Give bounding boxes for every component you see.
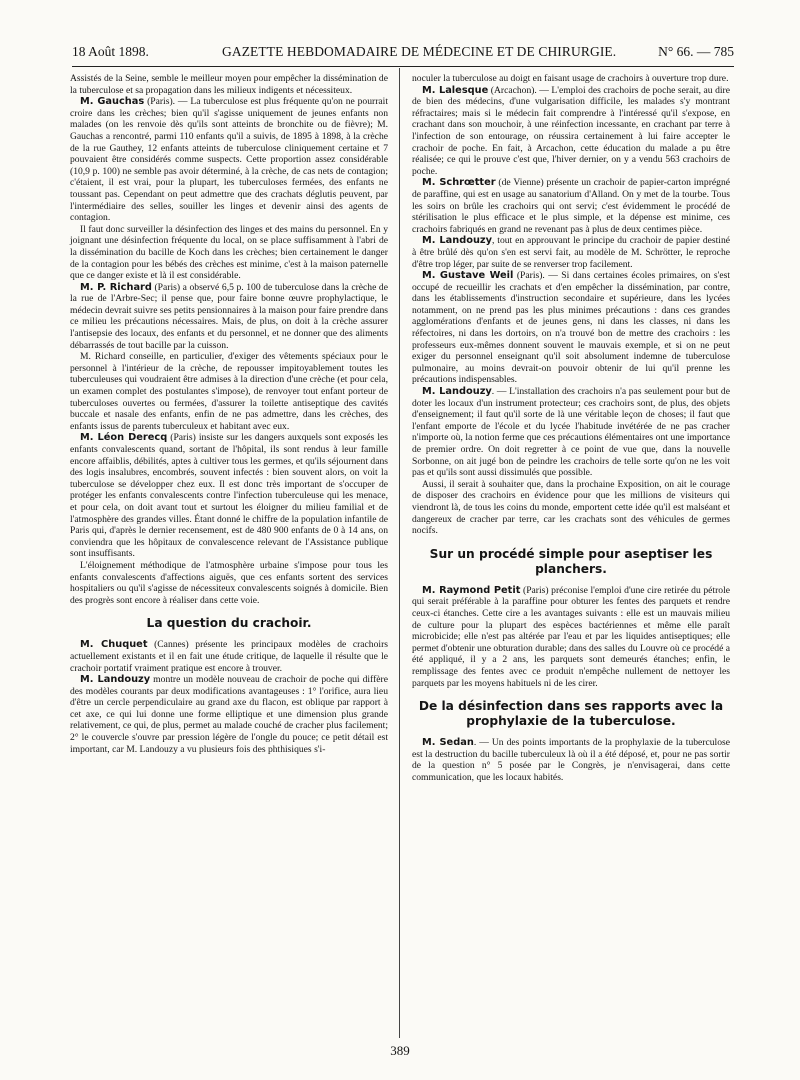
paragraph xyxy=(412,585,730,689)
paragraph-text: (Paris) préconise l'emploi d'une cire retirée du pétrole qui serait préférable à la paraffine pour obturer les fentes des parquets et rendre ceux-ci étanches. Cette cire a les avantages suivants : elle est un mauvais milieu de culture pour la plupart des espèces bactériennes et même elle paraît microbicide; elle n'est pas altérée par l'eau et par les liquides antiseptiques; elle permet d'obtenir une obturation durable; dans des salles du Louvre où ce procédé a été appliqué, il y a 2 ans, les parquets sont demeurés étanches; enfin, le remplissage des fentes avec ce produit n'empêche nullement de nettoyer les parquets par les moyens habituels ni de les cirer. xyxy=(412,584,730,689)
paragraph: Assistés de la Seine, semble le meilleur moyen pour empêcher la dissémination de la tuberculose et sa propagation dans les milieux indigents et nécessiteux. xyxy=(70,73,388,96)
paragraph xyxy=(70,96,388,224)
paragraph: noculer la tuberculose au doigt en faisant usage de crachoirs à ouverture trop dure. xyxy=(412,73,729,84)
column-divider xyxy=(399,68,400,1038)
paragraph-text: (Paris). — Si dans certaines écoles primaires, on s'est occupé de recueillir les crachats et d'en empêcher la dissémination, par contre, dans les établissements d'instruction secondaire et supérieure, dans les lycées notamment, on ne prend pas les plus minimes précautions : dans ces grandes agglomérations d'enfants et de jeunes gens, ni dans les classes, ni dans les réfectoires, ni dans les dortoirs, on n'a trouvé bon de mettre des crachoirs : les professeurs eux-mêmes donnent souvent le mauvais exemple, et si on ne peut exiger du personnel enseignant qu'il soit absolument indemne de tuberculose pulmonaire, au moins devrait-on pouvoir obtenir de lui qu'il prenne les précautions indispensables. xyxy=(412,270,730,386)
paragraph-text: . — L'installation des crachoirs n'a pas seulement pour but de doter les locaux d'un instrument protecteur; ces crachoirs sont, de plus, des objets d'enseignement; il faut qu'il sorte de là une véritable leçon de choses; il faut que l'enfant emporte de l'école et du lycée l'habitude invétérée de ne pas cracher n'importe où, la notion ferme que ces précautions élémentaires ont une importance de premier ordre. On doit regretter à ce point de vue que, dans la nouvelle Sorbonne, on ait jugé bon de peindre les crachoirs de telle sorte qu'on ne les voit pas et qu'ils sont aussi dissimulés que possible. xyxy=(412,386,730,479)
speaker-name: M. Léon Derecq xyxy=(80,432,168,444)
speaker-name: M. Lalesque xyxy=(422,84,489,96)
paragraph: L'éloignement méthodique de l'atmosphère urbaine s'impose pour tous les enfants convalescents d'affections aiguës, que ces enfants sortent des services hospitaliers ou qu'il s'agisse de nécessiteux convalescents soignés à domicile. Bien des progrès sont encore à réaliser dans cette voie. xyxy=(70,559,388,606)
paragraph-text: montre un modèle nouveau de crachoir de poche qui diffère des modèles courants par deux modifications avantageuses : 1° l'orifice, aura lieu d'être un cercle perpendiculaire au grand axe du flacon, est oblique par rapport à cet axe, ce qui lui donne une forme elliptique et une dimension plus grande relativement, ce qui, de plus, permet au malade couché de cracher plus facilement; 2° le couvercle s'ouvre par pression légère de l'ongle du pouce; ce petit détail est important, car M. Landouzy a vu plusieurs fois des phthisiques s'i- xyxy=(70,674,388,755)
speaker-name: M. Gustave Weil xyxy=(422,270,514,282)
paragraph xyxy=(412,386,730,479)
speaker-name: M. Schrœtter xyxy=(422,177,496,189)
paragraph xyxy=(70,639,388,674)
speaker-name: M. Landouzy xyxy=(422,235,493,247)
paragraph-text: (Paris) insiste sur les dangers auxquels sont exposés les enfants convalescents quand, sortant de l'hôpital, ils sont rendus à leur famille encore affaiblis, débilités, aptes à cultiver tous les germes, et qu'ils séjournent dans des logis insalubres, encombrés, souvent infectés : bien souvent alors, on voit la tuberculose se développer chez eux. Il est donc très important de s'occuper de protéger les enfants convalescents contre l'infection tuberculeuse qui les menace, et pour cela, on doit avant tout et surtout les éloigner du milieu familial et de l'atmosphère des grandes villes. Étant donné le chiffre de la population infantile de Paris qui, d'après le dernier recensement, est de 480 900 enfants de 0 à 14 ans, on conviendra que les hôpitaux de convalescence relevant de l'Assistance publique sont insuffisants. xyxy=(70,432,388,560)
speaker-name: M. Landouzy xyxy=(422,386,492,398)
paragraph-text: (de Vienne) présente un crachoir de papier-carton imprégné de paraffine, qui est en usage au sanatorium d'Alland. On y met de la tourbe. Tous les soirs on brûle les crachoirs qui ont servi; c'est évidemment le procédé de stérilisation le plus efficace et le plus simple, et la dépense est minime, ces crachoirs fabriqués en grand ne revenant pas à plus de deux centimes pièce. xyxy=(412,177,730,235)
section-heading-planchers: Sur un procédé simple pour aseptiser les planchers. xyxy=(429,546,713,576)
section-heading-crachoir: La question du crachoir. xyxy=(146,616,312,631)
speaker-name: M. Landouzy xyxy=(80,674,151,686)
left-column xyxy=(70,73,388,1038)
speaker-name: M. Raymond Petit xyxy=(422,584,521,596)
paragraph-text: , tout en approuvant le principe du crachoir de papier destiné à être brûlé dès qu'on s'en est servi fait, au modèle de M. Schrötter, le reproche d'être trop léger, par suite de se renverser trop facilement. xyxy=(412,235,730,270)
paragraph: Aussi, il serait à souhaiter que, dans la prochaine Exposition, on ait le courage de disposer des crachoirs en évidence pour que les millions de visiteurs qui viendront là, de tous les coins du monde, emportent cette idée qu'il est malséant et dangereux de cracher par terre, car les crachats sont des véhicules de germes nocifs. xyxy=(412,478,730,537)
paragraph xyxy=(70,282,388,352)
paragraph xyxy=(412,235,730,270)
paragraph: Il faut donc surveiller la désinfection des linges et des mains du personnel. En y joignant une désinfection fréquente du local, on se place suffisamment à l'abri de la dissémination du bacille de Koch dans les crèches; bien certainement le danger de la contagion pour les bébés des crèches est minime, c'est à la maison paternelle que ce danger existe et là il est considérable. xyxy=(70,223,388,282)
paragraph: M. Richard conseille, en particulier, d'exiger des vêtements spéciaux pour le personnel à l'intérieur de la crèche, de repousser impitoyablement toutes les tuberculeuses qui voudraient être admises à la direction d'une crèche (et pour cela, un examen complet des postulantes s'impose), de renvoyer tout enfant porteur de tuberculoses ouvertes ou fermées, d'assurer la toilette antiseptique des cavités buccale et nasale des enfants, enfin de ne pas admettre, dans les crèches, des enfants issus de parents tuberculeux et habitant avec eux. xyxy=(70,351,388,432)
paragraph xyxy=(412,737,730,783)
paragraph xyxy=(70,432,388,560)
paragraph-text: (Paris). — La tuberculose est plus fréquente qu'on ne pourrait croire dans les crèches; bien qu'il s'agisse uniquement de jeunes enfants non malades (on les renvoie dès qu'ils sont atteints de bronchite ou de fièvre); M. Gauchas a rencontré, parmi 110 enfants qu'il a suivis, de 1895 à 1898, à la crèche de la rue Gauthey, 12 enfants atteints de tuberculose cliniquement certaine et 7 pouvaient être considérés comme suspects. Cette proportion assez considérable (10,9 p. 100) ne semble pas avoir déterminé, à la crèche, de cas nets de contagion; c'étaient, il est vrai, pour la plupart, les tuberculoses fermées, des enfants ne toussant pas. Cependant on peut admettre que des crachats déglutis peuvent, par l'intermédiaire des selles, souiller les linges et devenir ainsi des agents de contagion. xyxy=(70,96,388,224)
paragraph-text: . — Un des points importants de la prophylaxie de la tuberculose est la destruction du bacille tuberculeux là où il a été déposé, et, pour ne pas sortir de la question n° 5 posée par le Congrès, je n'envisagerai, dans cette communication, que les locaux habités. xyxy=(412,737,730,783)
paragraph xyxy=(70,674,388,755)
journal-title: GAZETTE HEBDOMADAIRE DE MÉDECINE ET DE CHIRURGIE. xyxy=(222,44,617,59)
page-number: 389 xyxy=(390,1043,410,1058)
paragraph-text: (Arcachon). — L'emploi des crachoirs de poche serait, au dire de bien des médecins, d'une vulgarisation difficile, les malades s'y montrant réfractaires; mais si le médecin fait comprendre à l'intéressé qu'il s'expose, en crachant dans son mouchoir, à une réinfection incessante, en crachant par terre à l'infection de son entourage, on réussira certainement à lui faire accepter le crachoir de poche. En fait, à Arcachon, cette éducation du malade a pu être réalisée; ce qui le prouve c'est que, l'hiver dernier, on y a vendu 563 crachoirs de poche. xyxy=(412,84,730,177)
paragraph-text: (Paris) a observé 6,5 p. 100 de tuberculose dans la crèche de la rue de l'Arbre-Sec; il pense que, pour faire bonne œuvre prophylactique, le médecin devrait suivre ses petits pensionnaires à la maison pour faire prendre dans ce milieu les précautions nécessaires. Mais, de plus, on doit à la crèche assurer l'antisepsie des locaux, des enfants et du personnel, et ne donner que des aliments débarrassés de tout bacille par la cuisson. xyxy=(70,281,388,351)
header-date: 18 Août 1898. xyxy=(72,44,149,59)
paragraph xyxy=(412,270,730,386)
issue-page-number: N° 66. — 785 xyxy=(658,44,734,59)
paragraph xyxy=(412,85,730,178)
speaker-name: M. Chuquet xyxy=(80,639,148,651)
section-heading-desinfection: De la désinfection dans ses rapports avec la prophylaxie de la tuberculose. xyxy=(418,699,724,729)
running-header xyxy=(72,44,734,67)
paragraph xyxy=(412,177,730,235)
speaker-name: M. P. Richard xyxy=(80,281,152,293)
speaker-name: M. Gauchas xyxy=(80,96,145,108)
right-column xyxy=(412,73,730,1038)
paragraph-text: (Cannes) présente les principaux modèles de crachoirs actuellement existants et il en fait une étude critique, de laquelle il résulte que le crachoir portatif vraiment pratique est encore à trouver. xyxy=(70,639,388,674)
speaker-name: M. Sedan xyxy=(422,737,474,749)
